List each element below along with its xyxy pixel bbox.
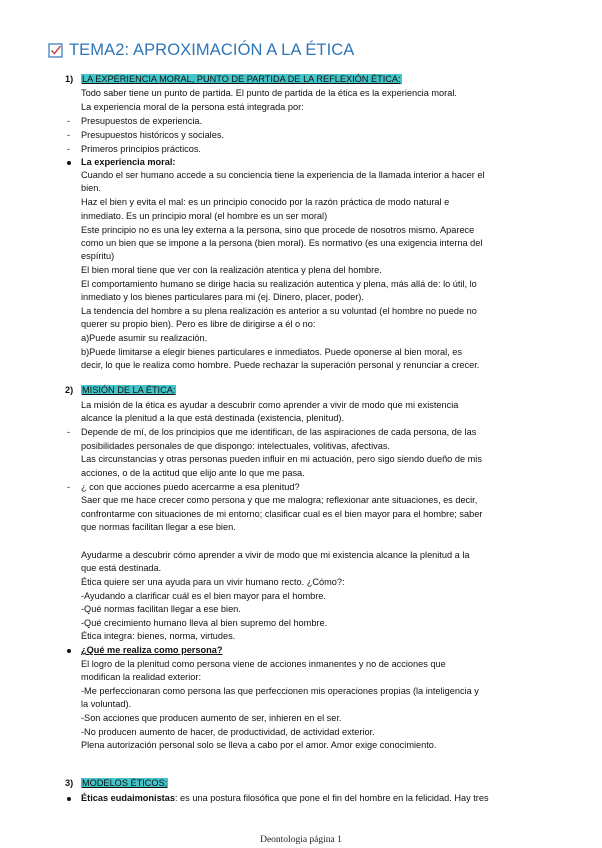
text-line: Saer que me hace crecer como persona y que me malogra; reflexionar ante situaciones, es decir, — [81, 495, 478, 505]
text-line: -Qué crecimiento humano lleva al bien supremo del hombre. — [81, 618, 328, 628]
text-line: bien. — [81, 183, 101, 193]
list-item: Primeros principios prácticos. — [81, 144, 201, 154]
bullet-text: Éticas eudaimonistas: es una postura filosófica que pone el fin del hombre en la felicidad. Hay tres — [81, 793, 489, 803]
list-item: Presupuestos históricos y sociales. — [81, 130, 224, 140]
section-heading: MISIÓN DE LA ÉTICA: — [82, 385, 176, 395]
page-footer: Deontologia página 1 — [260, 835, 342, 845]
bullet-label: La experiencia moral: — [81, 157, 176, 167]
text-line: a)Puede asumir su realización. — [81, 333, 208, 343]
text-line: decir, lo que le realiza como hombre. Puede rechazar la superación personal y renunciar a crecer. — [81, 360, 480, 370]
text-line: inmediato y los bienes particulares para mi (ej. Dinero, placer, poder). — [81, 292, 364, 302]
text-line: alcance la plenitud a la que está destinada (existencia, plenitud). — [81, 413, 345, 423]
text-line: Plena autorización personal solo se lleva a cabo por el amor. Amor exige conocimiento. — [81, 740, 437, 750]
section-heading: LA EXPERIENCIA MORAL, PUNTO DE PARTIDA DE LA REFLEXIÓN ÉTICA: — [82, 74, 401, 84]
title-row — [48, 38, 354, 62]
text-line: modifican la realidad exterior: — [81, 672, 202, 682]
text-line: posibilidades personales de que dispongo: intelectuales, volitivas, afectivas. — [81, 441, 390, 451]
text-line: Ayudarme a descubrir cómo aprender a vivir de modo que mi existencia alcance la plenitud a la — [81, 550, 470, 560]
text-line: -Ayudando a clarificar cuál es el bien mayor para el hombre. — [81, 591, 326, 601]
text-line: que está destinada. — [81, 563, 162, 573]
text-line: inmediato. Es un principio moral (el hombre es un ser moral) — [81, 211, 328, 221]
text-line: Todo saber tiene un punto de partida. El punto de partida de la ética es la experiencia moral. — [81, 88, 457, 98]
bullet-label: ¿Qué me realiza como persona? — [81, 645, 223, 655]
text-line: acciones, o de la actitud que elijo ante lo que me pasa. — [81, 468, 305, 478]
text-line: b)Puede limitarse a elegir bienes particulares e inmediatos. Puede oponerse al bien moral, es — [81, 347, 462, 357]
text-line: Haz el bien y evita el mal: es un principio conocido por la razón práctica de modo natural e — [81, 197, 450, 207]
dash-marker: - — [67, 482, 71, 492]
text-line: La tendencia del hombre a su plena realización es anterior a su voluntad (el hombre no puede no — [81, 306, 477, 316]
section-heading: MODELOS ÉTICOS: — [82, 778, 168, 788]
dash-marker: - — [67, 427, 71, 437]
text-line: la voluntad). — [81, 699, 132, 709]
text-line: Este principio no es una ley externa a la persona, sino que procede de nosotros mismo. Aparece — [81, 225, 475, 235]
text-line: que normas facilitan llegar a ese bien. — [81, 522, 236, 532]
dash-marker: - — [67, 130, 71, 140]
text-line: espíritu) — [81, 251, 115, 261]
text-line: querer su propio bien). Pero es libre de dirigirse a él o no: — [81, 319, 316, 329]
text-line: La misión de la ética es ayudar a descubrir como aprender a vivir de modo que mi existencia — [81, 400, 459, 410]
section-number: 1) — [65, 74, 74, 84]
section-number: 3) — [65, 778, 74, 788]
text-line: El logro de la plenitud como persona viene de acciones inmanentes y no de acciones que — [81, 659, 446, 669]
text-line: -Son acciones que producen aumento de ser, inhieren en el ser. — [81, 713, 342, 723]
text-line: Las circunstancias y otras personas pueden influir en mi actuación, pero sigo siendo dueño de mis — [81, 454, 482, 464]
text-line: como un bien que se impone a la persona (bien moral). Es normativo (es una exigencia interna del — [81, 238, 483, 248]
text-line: La experiencia moral de la persona está integrada por: — [81, 102, 304, 112]
checkbox-checked-icon[interactable] — [48, 43, 63, 58]
text-line: -Me perfeccionaran como persona las que perfeccionen mis operaciones propias (la inteligencia y — [81, 686, 479, 696]
text-line: Depende de mí, de los principios que me identifican, de las aspiraciones de cada persona, de las — [81, 427, 477, 437]
text-line: confrontarme con situaciones de mi entorno; clasificar cual es el bien mayor para el hombre; saber — [81, 509, 483, 519]
text-line: -No producen aumento de hacer, de productividad, de actividad exterior. — [81, 727, 375, 737]
text-line: -Qué normas facilitan llegar a ese bien. — [81, 604, 241, 614]
dash-marker: - — [67, 116, 71, 126]
text-line: ¿ con que acciones puedo acercarme a esa plenitud? — [81, 482, 300, 492]
text-line: Ética integra: bienes, norma, virtudes. — [81, 631, 236, 641]
text-line: Cuando el ser humano accede a su conciencia tiene la experiencia de la llamada interior a hacer el — [81, 170, 485, 180]
page-title: TEMA2: APROXIMACIÓN A LA ÉTICA — [69, 40, 355, 59]
text-line: El bien moral tiene que ver con la realización atentica y plena del hombre. — [81, 265, 382, 275]
text-line: El comportamiento humano se dirige hacia su realización autentica y plena, más allá de: lo útil, lo — [81, 279, 477, 289]
list-item: Presupuestos de experiencia. — [81, 116, 203, 126]
text-line: Ética quiere ser una ayuda para un vivir humano recto. ¿Cómo?: — [81, 577, 345, 587]
section-number: 2) — [65, 385, 74, 395]
dash-marker: - — [67, 144, 71, 154]
